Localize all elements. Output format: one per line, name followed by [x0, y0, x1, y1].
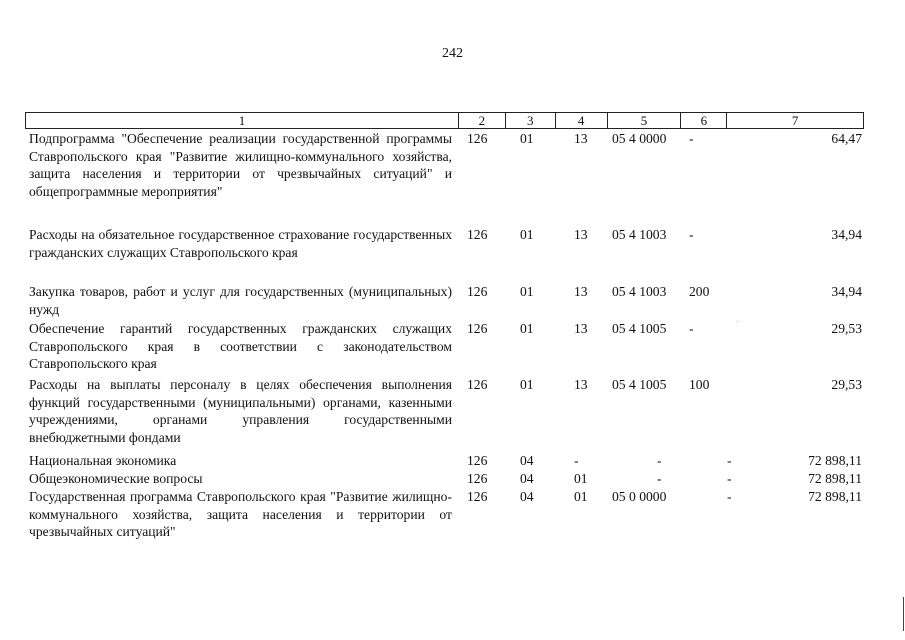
scan-speck — [737, 321, 738, 322]
row-grbs: 126 — [467, 131, 488, 146]
row-expense-type: - — [727, 471, 732, 486]
row-section: 01 — [520, 321, 534, 336]
row-amount: 29,53 — [831, 321, 862, 336]
row-expense-type: - — [727, 489, 732, 504]
row-description: Расходы на выплаты персоналу в целях обеспечения выполнения функций государственными (муниципальными) органами, казенными учреждениями, органами управления государственными внебюджетными фондами — [29, 377, 452, 445]
row-expense-type: - — [689, 227, 694, 242]
page-number: 242 — [442, 46, 463, 61]
row-grbs: 126 — [467, 453, 488, 468]
header-col-4: 4 — [555, 113, 607, 128]
row-grbs: 126 — [467, 489, 488, 504]
row-target-article: 05 4 1003 — [612, 227, 667, 242]
row-amount: 64,47 — [831, 131, 862, 146]
row-amount: 72 898,11 — [808, 471, 862, 486]
row-amount: 29,53 — [831, 377, 862, 392]
row-grbs: 126 — [467, 284, 488, 299]
row-amount: 34,94 — [831, 227, 862, 242]
row-section: 01 — [520, 227, 534, 242]
row-subsection: 13 — [574, 377, 588, 392]
row-section: 01 — [520, 284, 534, 299]
row-subsection: 13 — [574, 284, 588, 299]
row-subsection: 13 — [574, 131, 588, 146]
row-target-article: 05 4 0000 — [612, 131, 667, 146]
row-section: 04 — [520, 471, 534, 486]
table-header-row — [25, 112, 864, 129]
row-amount: 72 898,11 — [808, 489, 862, 504]
row-description: Национальная экономика — [29, 453, 177, 468]
row-amount: 72 898,11 — [808, 453, 862, 468]
row-subsection: 01 — [574, 489, 588, 504]
row-amount: 34,94 — [831, 284, 862, 299]
row-grbs: 126 — [467, 227, 488, 242]
row-target-article: - — [657, 471, 662, 486]
header-col-7: 7 — [726, 113, 863, 128]
row-description: Общеэкономические вопросы — [29, 471, 203, 486]
row-section: 01 — [520, 131, 534, 146]
row-target-article: 05 0 0000 — [612, 489, 667, 504]
row-subsection: 13 — [574, 321, 588, 336]
header-col-3: 3 — [505, 113, 555, 128]
row-expense-type: - — [689, 321, 694, 336]
row-description: Расходы на обязательное государственное страхование государственных гражданских служащих Ставропольского края — [29, 227, 452, 260]
row-section: 04 — [520, 453, 534, 468]
row-target-article: 05 4 1005 — [612, 377, 667, 392]
row-description: Государственная программа Ставропольского края "Развитие жилищно-коммунального хозяйства, защита населения и территории от чрезвычайных ситуаций" — [29, 489, 452, 539]
row-subsection: 01 — [574, 471, 588, 486]
scan-edge-mark — [903, 597, 904, 631]
row-subsection: 13 — [574, 227, 588, 242]
row-expense-type: 200 — [689, 284, 710, 299]
row-target-article: - — [657, 453, 662, 468]
row-expense-type: 100 — [689, 377, 710, 392]
header-col-1: 1 — [238, 113, 246, 128]
row-expense-type: - — [727, 453, 732, 468]
row-grbs: 126 — [467, 471, 488, 486]
row-grbs: 126 — [467, 377, 488, 392]
row-description: Подпрограмма "Обеспечение реализации государственной программы Ставропольского края "Развитие жилищно-коммунального хозяйства, защита населения и территории от чрезвычайных ситуаций" и общепрограммные мероприятия" — [29, 131, 452, 199]
row-description: Обеспечение гарантий государственных гражданских служащих Ставропольского края в соответствии с законодательством Ставропольского края — [29, 321, 452, 371]
row-description: Закупка товаров, работ и услуг для государственных (муниципальных) нужд — [29, 284, 452, 317]
row-section: 04 — [520, 489, 534, 504]
row-subsection: - — [574, 453, 579, 468]
row-target-article: 05 4 1003 — [612, 284, 667, 299]
row-section: 01 — [520, 377, 534, 392]
row-target-article: 05 4 1005 — [612, 321, 667, 336]
row-expense-type: - — [689, 131, 694, 146]
row-grbs: 126 — [467, 321, 488, 336]
header-col-2: 2 — [458, 113, 505, 128]
header-col-5: 5 — [607, 113, 681, 128]
header-col-6: 6 — [680, 113, 726, 128]
